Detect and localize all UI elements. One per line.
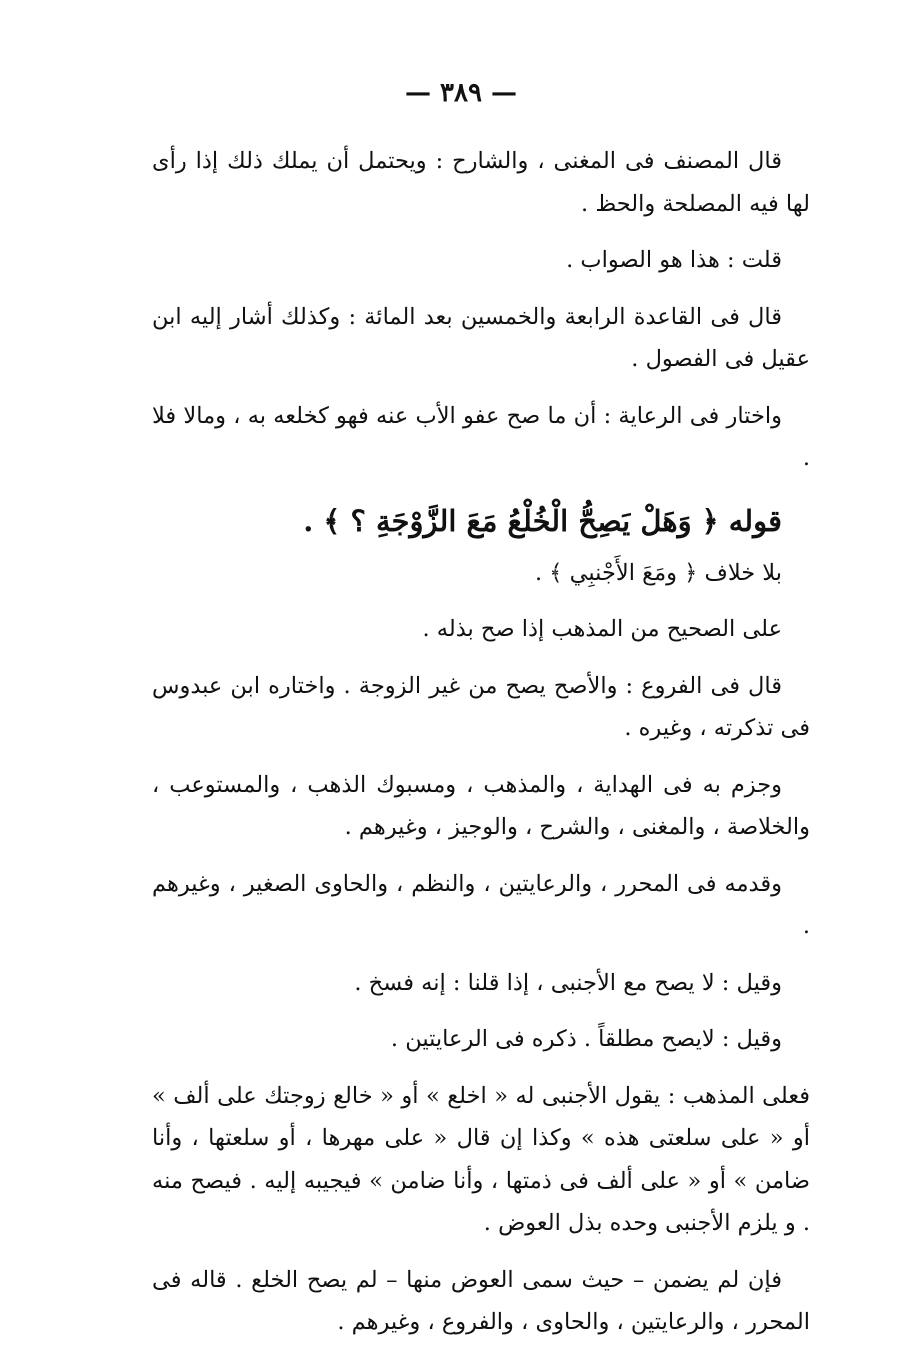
paragraph: فعلى المذهب : يقول الأجنبى له « اخلع » أو « خالع زوجتك على ألف » أو « على سلعتى هذه » وكذا إن قال « على مهرها ، أو سلعتها ، وأنا ضامن » أو « على ألف فى ذمتها ، وأنا ضامن » فيجيبه إليه . فيصح منه . و يلزم الأجنبى وحده بذل العوض . [152,1082,810,1236]
paragraph: واختار فى الرعاية : أن ما صح عفو الأب عنه فهو كخلعه به ، ومالا فلا . [152,402,810,471]
paragraph: وقدمه فى المحرر ، والرعايتين ، والنظم ، والحاوى الصغير ، وغيرهم . [152,870,810,939]
paragraph: فإن لم يضمن – حيث سمى العوض منها – لم يصح الخلع . قاله فى المحرر ، والرعايتين ، والحاوى ، والفروع ، وغيرهم . [152,1266,810,1335]
page-number: — ٣٨٩ — [404,78,518,108]
paragraph: قال فى القاعدة الرابعة والخمسين بعد المائة : وكذلك أشار إليه ابن عقيل فى الفصول . [152,303,810,372]
paragraph: بلا خلاف ﴿ ومَعَ الأَجْنبِي ﴾ . [535,559,782,586]
paragraph: وجزم به فى الهداية ، والمذهب ، ومسبوك الذهب ، والمستوعب ، والخلاصة ، والمغنى ، والشرح ، والوجيز ، وغيرهم . [152,771,810,840]
body-text [152,140,810,1358]
paragraph: وقيل : لا يصح مع الأجنبى ، إذا قلنا : إنه فسخ . [354,969,782,996]
paragraph: على الصحيح من المذهب إذا صح بذله . [422,616,782,642]
paragraph: قلت : هذا هو الصواب . [566,247,782,273]
section-heading: قوله ﴿ وَهَلْ يَصِحُّ الْخُلْعُ مَعَ الزَّوْجَةِ ؟ ﴾ . [303,503,782,538]
paragraph: قال فى الفروع : والأصح يصح من غير الزوجة . واختاره ابن عبدوس فى تذكرته ، وغيره . [152,672,810,741]
paragraph: قال المصنف فى المغنى ، والشارح : ويحتمل أن يملك ذلك إذا رأى لها فيه المصلحة والحظ . [152,148,810,217]
paragraph: وقيل : لايصح مطلقاً . ذكره فى الرعايتين . [390,1026,782,1052]
